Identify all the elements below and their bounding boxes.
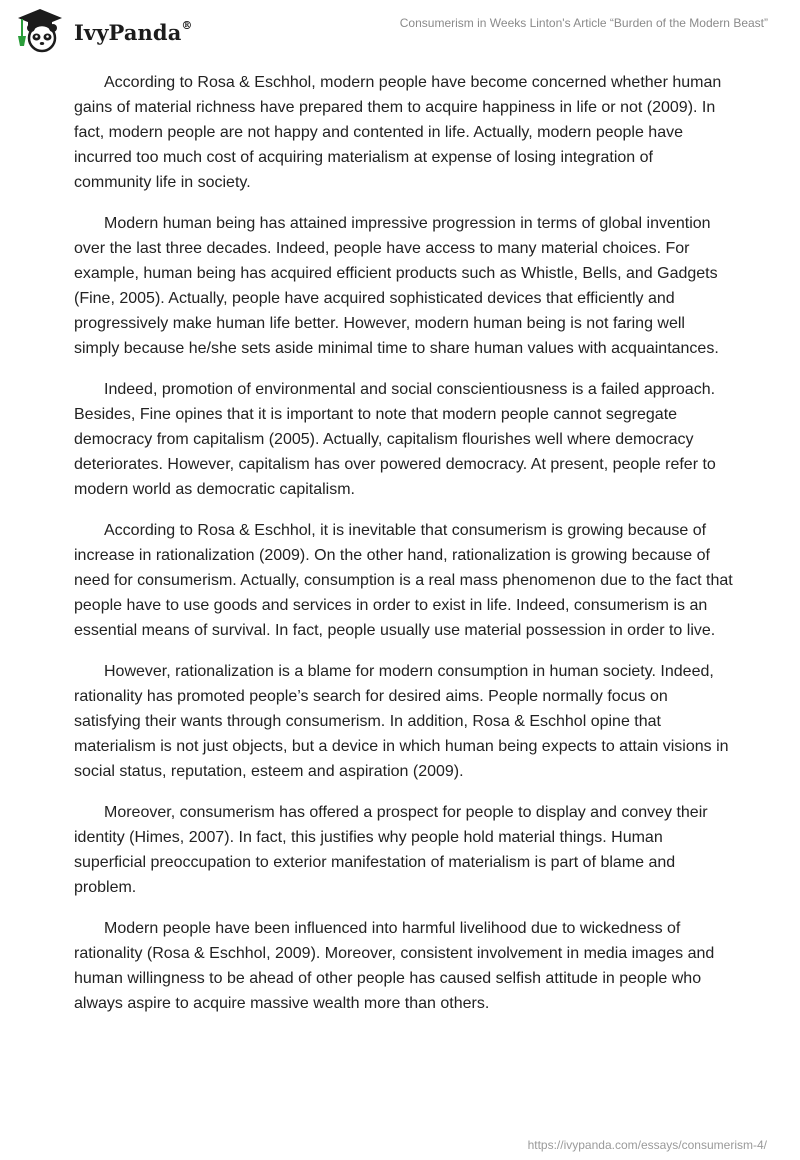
paragraph: However, rationalization is a blame for modern consumption in human society. Indeed, rationality has promoted people’s search for desired aims. People normally focus on satisfying their wants through consumerism. In addition, Rosa & Eschhol opine that materialism is not just objects, but a device in which human being expects to attain visions in social status, reputation, esteem and aspiration (2009). [74,663,729,780]
source-url[interactable]: https://ivypanda.com/essays/consumerism-4/ [527,1138,767,1152]
paragraph: Moreover, consumerism has offered a prospect for people to display and convey their identity (Himes, 2007). In fact, this justifies why people hold material things. Human superficial preoccupation to exterior manifestation of materialism is part of blame and problem. [74,804,708,896]
paragraph: Indeed, promotion of environmental and social conscientiousness is a failed approach. Besides, Fine opines that it is important to note that modern people cannot segregate democracy from capitalism (2005). Actually, capitalism flourishes well where democracy deteriorates. However, capitalism has over powered democracy. At present, people refer to modern world as democratic capitalism. [74,381,716,498]
paragraph: According to Rosa & Eschhol, modern people have become concerned whether human gains of material richness have prepared them to acquire happiness in life or not (2009). In fact, modern people are not happy and contented in life. Actually, modern people have incurred too much cost of acquiring materialism at expense of losing integration of community life in society. [74,74,722,191]
paragraph: According to Rosa & Eschhol, it is inevitable that consumerism is growing because of increase in rationalization (2009). On the other hand, rationalization is growing because of need for consumerism. Actually, consumption is a real mass phenomenon due to the fact that people have to use goods and services in order to exist in life. Indeed, consumerism is an essential means of survival. In fact, people usually use material possession in order to live. [74,522,733,639]
paragraph: Modern people have been influenced into harmful livelihood due to wickedness of rationality (Rosa & Eschhol, 2009). Moreover, consistent involvement in media images and human willingness to be ahead of other people has caused selfish attitude in people who always aspire to acquire massive wealth more than others. [74,920,715,1012]
panda-graduation-cap-icon [14,6,68,54]
page-header [0,0,800,62]
ivypanda-logo[interactable] [14,6,193,54]
essay-body [74,70,734,1032]
paragraph: Modern human being has attained impressive progression in terms of global invention over the last three decades. Indeed, people have access to many material choices. For example, human being has acquired efficient products such as Whistle, Bells, and Gadgets (Fine, 2005). Actually, people have acquired sophisticated devices that efficiently and progressively make human life better. However, modern human being is not faring well simply because he/she sets aside minimal time to share human values with acquaintances. [74,215,719,357]
brand-name: IvyPanda® [74,18,193,45]
document-title: Consumerism in Weeks Linton's Article “Burden of the Modern Beast” [399,16,768,30]
